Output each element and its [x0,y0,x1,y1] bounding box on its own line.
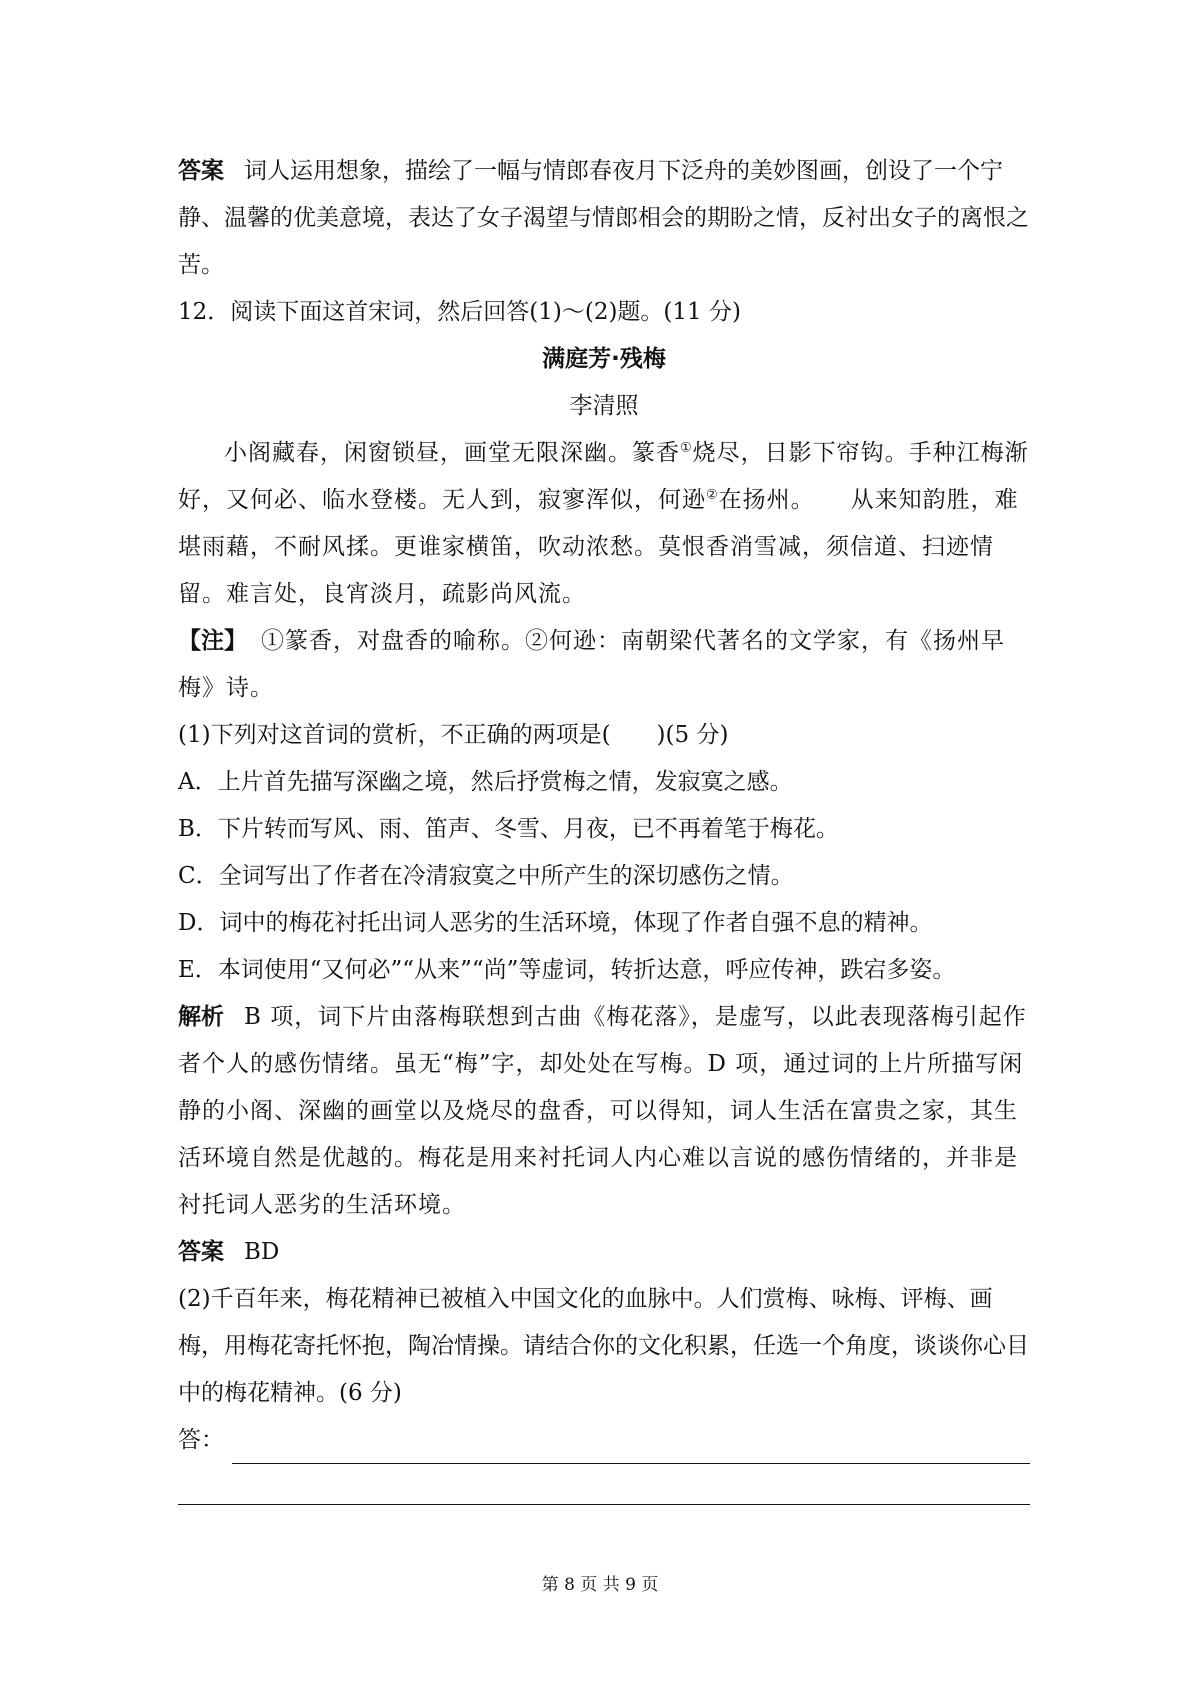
answer-value: BD [244,1239,280,1265]
note-label: 【注】 [178,628,247,654]
sub-question-1-answer [178,1229,1030,1276]
poem-part-2: 从来知韵胜，难堪雨藉，不耐风揉。更谁家横笛，吹动浓愁。莫恨香消雪减，须信道、扫迹情留。难言处，良宵淡月，疏影尚风流。 [178,487,1019,607]
question-12-stem: 12．阅读下面这首宋词，然后回答(1)～(2)题。(11 分) [178,299,741,325]
option-d: D．词中的梅花衬托出词人恶劣的生活环境，体现了作者自强不息的精神。 [178,910,933,936]
answer-input-line-2[interactable] [178,1464,1030,1505]
analysis-text: B 项，词下片由落梅联想到古曲《梅花落》，是虚写，以此表现落梅引起作者个人的感伤情绪。虽无“梅”字，却处处在写梅。D 项，通过词的上片所描写闲静的小阁、深幽的画堂以及烧尽的盘香，可以得知，词人生活在富贵之家，其生活环境自然是优越的。梅花是用来衬托词人内心难以言说的感伤情绪的，并非是衬托词人恶劣的生活环境。 [178,1004,1027,1218]
poem-line-1a: 小阁藏春，闲窗锁昼，画堂无限深幽。篆香 [224,440,680,466]
analysis [178,994,1030,1229]
footnote-marker-2: ② [706,487,719,503]
footnote-marker-1: ① [680,440,693,456]
option-e: E．本词使用“又何必”“从来”“尚”等虚词，转折达意，呼应传神，跌宕多姿。 [178,957,956,983]
option-a: A．上片首先描写深幽之境，然后抒赏梅之情，发寂寞之感。 [178,769,793,795]
answer-prompt: 答： [178,1427,224,1453]
answer-blank-rule[interactable] [232,1431,1030,1464]
poem-line-1b: 烧尽，日影下帘钩。手种江梅渐好，又何必、临水登楼。无人到，寂寥浑似，何逊 [178,440,1029,513]
analysis-label: 解析 [178,1004,224,1030]
document-body [178,148,1030,1505]
option-b: B．下片转而写风、雨、笛声、冬雪、月夜，已不再着笔于梅花。 [178,816,839,842]
page-footer: 第 8 页 共 9 页 [541,1575,659,1595]
poem-title: 满庭芳·残梅 [542,346,666,372]
note-text: ①篆香，对盘香的喻称。②何逊：南朝梁代著名的文学家，有《扬州早梅》诗。 [178,628,1005,701]
sub-question-1-stem: (1)下列对这首词的赏析，不正确的两项是( )(5 分) [178,722,729,748]
poem-author: 李清照 [569,393,639,419]
poem-text [178,430,1030,618]
option-c: C．全词写出了作者在冷清寂寞之中所产生的深切感伤之情。 [178,863,794,889]
previous-answer [178,148,1030,289]
answer-label: 答案 [178,158,224,184]
sub-question-2-stem: (2)千百年来，梅花精神已被植入中国文化的血脉中。人们赏梅、咏梅、评梅、画梅，用梅花寄托怀抱，陶冶情操。请结合你的文化积累，任选一个角度，谈谈你心目中的梅花精神。(6 分) [178,1286,1029,1406]
answer-input-line-1[interactable] [178,1417,1030,1464]
answer-text: 词人运用想象，描绘了一幅与情郎春夜月下泛舟的美妙图画，创设了一个宁静、温馨的优美意境，表达了女子渴望与情郎相会的期盼之情，反衬出女子的离恨之苦。 [178,158,1029,278]
poem-notes [178,618,1030,712]
answer-label-2: 答案 [178,1239,224,1265]
poem-line-1c: 在扬州。 [718,487,815,513]
